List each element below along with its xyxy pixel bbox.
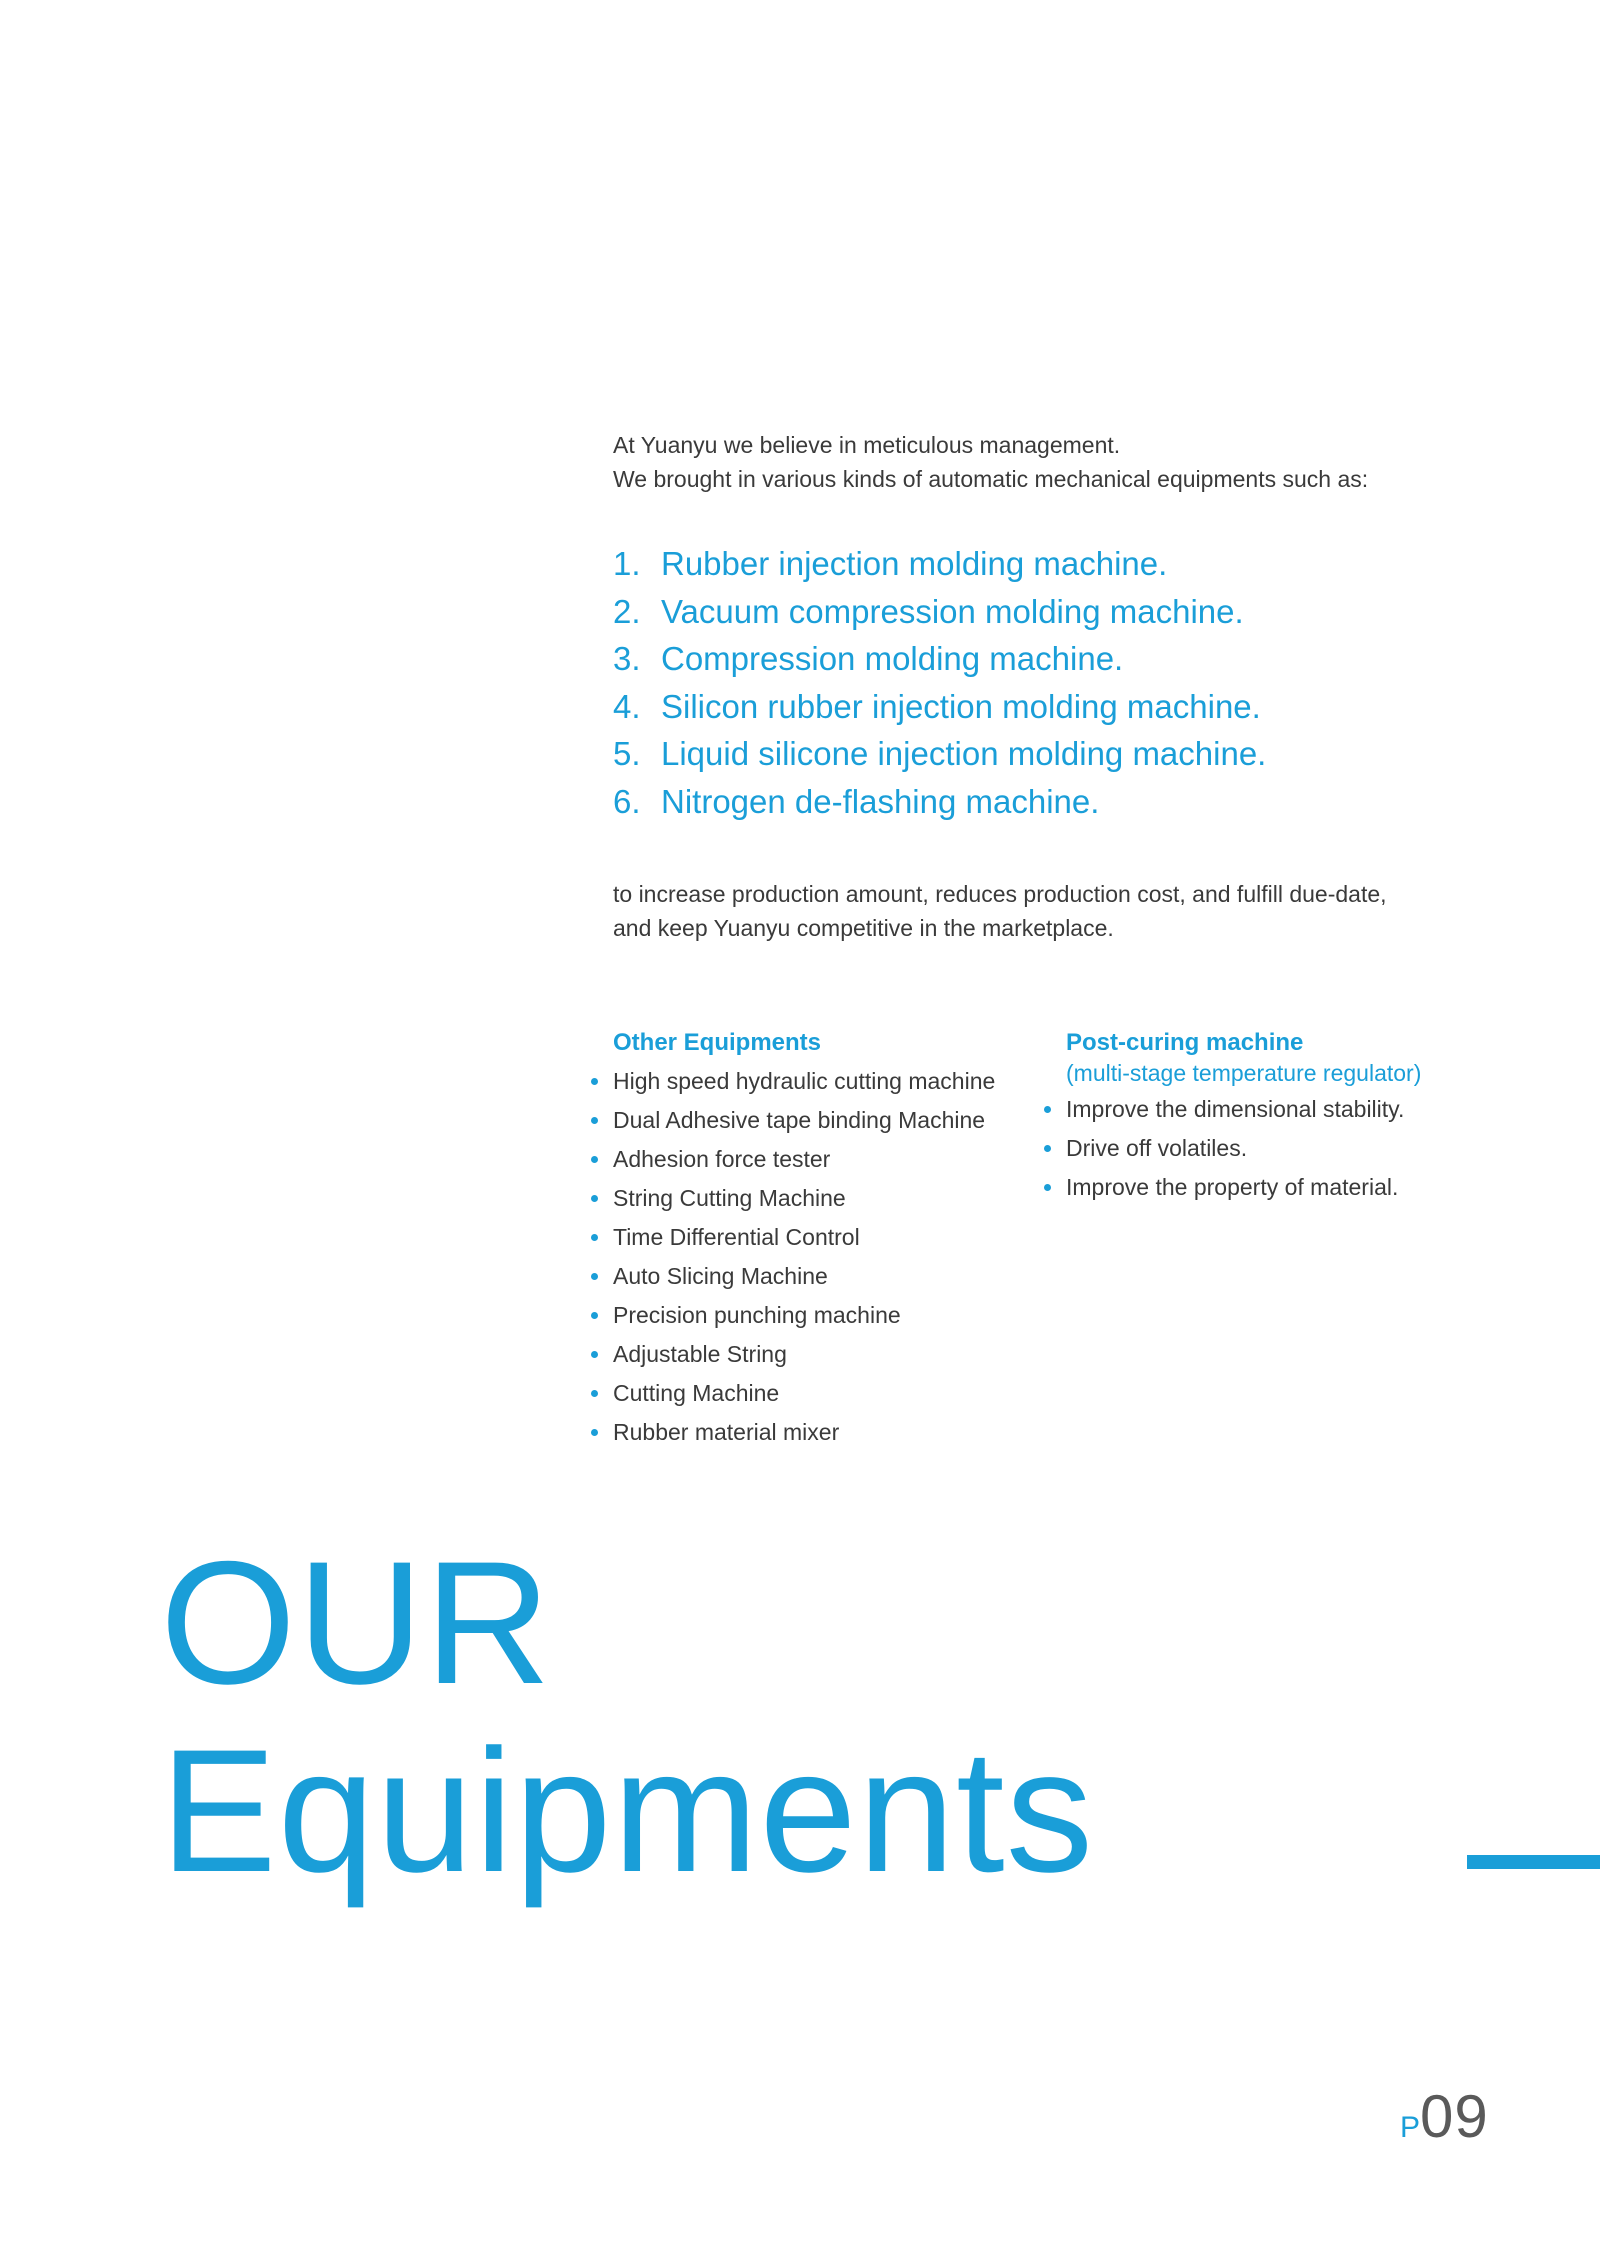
machine-list bbox=[613, 540, 1266, 826]
page-title-line: OUR bbox=[160, 1526, 552, 1721]
bullet-icon bbox=[591, 1234, 598, 1241]
post-curing-heading: Post-curing machine bbox=[1066, 1029, 1304, 1056]
bullet-icon bbox=[1044, 1106, 1051, 1113]
list-item bbox=[1066, 1090, 1421, 1129]
list-item bbox=[613, 1218, 995, 1257]
bullet-icon bbox=[591, 1117, 598, 1124]
page-title-line: Equipments bbox=[160, 1714, 1095, 1909]
machine-number: 3. bbox=[613, 640, 641, 678]
page-number bbox=[1400, 2082, 1489, 2151]
outro-line: and keep Yuanyu competitive in the marketplace. bbox=[613, 915, 1114, 941]
list-item bbox=[613, 1140, 995, 1179]
bullet-icon bbox=[591, 1351, 598, 1358]
list-item bbox=[613, 1062, 995, 1101]
other-equipments-heading: Other Equipments bbox=[613, 1029, 822, 1056]
list-item-label: Rubber material mixer bbox=[613, 1419, 840, 1445]
list-item-label: High speed hydraulic cutting machine bbox=[613, 1068, 996, 1094]
machine-label: Compression molding machine. bbox=[661, 640, 1124, 678]
list-item-label: Auto Slicing Machine bbox=[613, 1263, 828, 1289]
list-item-label: Drive off volatiles. bbox=[1066, 1135, 1248, 1161]
bullet-icon bbox=[591, 1156, 598, 1163]
other-equipments-section bbox=[613, 1028, 995, 1452]
list-item-label: Improve the property of material. bbox=[1066, 1174, 1399, 1200]
bullet-icon bbox=[591, 1312, 598, 1319]
machine-item bbox=[613, 778, 1266, 826]
machine-item bbox=[613, 683, 1266, 731]
list-item bbox=[613, 1101, 995, 1140]
bullet-icon bbox=[591, 1390, 598, 1397]
bullet-icon bbox=[1044, 1184, 1051, 1191]
outro-paragraph bbox=[613, 877, 1513, 945]
page-prefix: P bbox=[1400, 2111, 1421, 2144]
machine-number: 2. bbox=[613, 592, 641, 630]
machine-label: Silicon rubber injection molding machine. bbox=[661, 687, 1261, 725]
list-item bbox=[613, 1257, 995, 1296]
list-item-label: Dual Adhesive tape binding Machine bbox=[613, 1107, 986, 1133]
list-item-label: Adhesion force tester bbox=[613, 1146, 831, 1172]
list-item-label: String Cutting Machine bbox=[613, 1185, 846, 1211]
list-item bbox=[613, 1374, 995, 1413]
machine-label: Liquid silicone injection molding machine. bbox=[661, 735, 1267, 773]
machine-item bbox=[613, 588, 1266, 636]
bullet-icon bbox=[591, 1429, 598, 1436]
list-item bbox=[613, 1413, 995, 1452]
list-item-label: Time Differential Control bbox=[613, 1224, 860, 1250]
list-item bbox=[613, 1179, 995, 1218]
list-item-label: Cutting Machine bbox=[613, 1380, 780, 1406]
outro-line: to increase production amount, reduces production cost, and fulfill due-date, bbox=[613, 881, 1387, 907]
list-item-label: Improve the dimensional stability. bbox=[1066, 1096, 1405, 1122]
machine-item bbox=[613, 730, 1266, 778]
post-curing-subheading: (multi-stage temperature regulator) bbox=[1066, 1060, 1422, 1086]
machine-number: 1. bbox=[613, 545, 641, 582]
bullet-icon bbox=[1044, 1145, 1051, 1152]
machine-item bbox=[613, 635, 1266, 683]
intro-line: At Yuanyu we believe in meticulous management. bbox=[613, 432, 1121, 458]
bullet-icon bbox=[591, 1195, 598, 1202]
list-item bbox=[1066, 1129, 1421, 1168]
machine-label: Rubber injection molding machine. bbox=[661, 545, 1168, 582]
machine-label: Vacuum compression molding machine. bbox=[661, 592, 1244, 630]
page-number-value: 09 bbox=[1420, 2083, 1489, 2150]
list-item-label: Precision punching machine bbox=[613, 1302, 901, 1328]
machine-label: Nitrogen de-flashing machine. bbox=[661, 782, 1100, 820]
post-curing-section bbox=[1066, 1028, 1421, 1207]
machine-number: 6. bbox=[613, 782, 641, 820]
intro-line: We brought in various kinds of automatic mechanical equipments such as: bbox=[613, 466, 1369, 492]
machine-number: 5. bbox=[613, 735, 641, 773]
list-item-label: Adjustable String bbox=[613, 1341, 787, 1367]
list-item bbox=[1066, 1168, 1421, 1207]
bullet-icon bbox=[591, 1078, 598, 1085]
machine-item bbox=[613, 540, 1266, 588]
list-item bbox=[613, 1296, 995, 1335]
other-equipments-list bbox=[613, 1062, 995, 1452]
machine-number: 4. bbox=[613, 687, 641, 725]
accent-bar bbox=[1467, 1855, 1600, 1869]
post-curing-list bbox=[1066, 1090, 1421, 1207]
bullet-icon bbox=[591, 1273, 598, 1280]
list-item bbox=[613, 1335, 995, 1374]
intro-paragraph bbox=[613, 428, 1513, 496]
page-title bbox=[160, 1526, 1095, 1909]
